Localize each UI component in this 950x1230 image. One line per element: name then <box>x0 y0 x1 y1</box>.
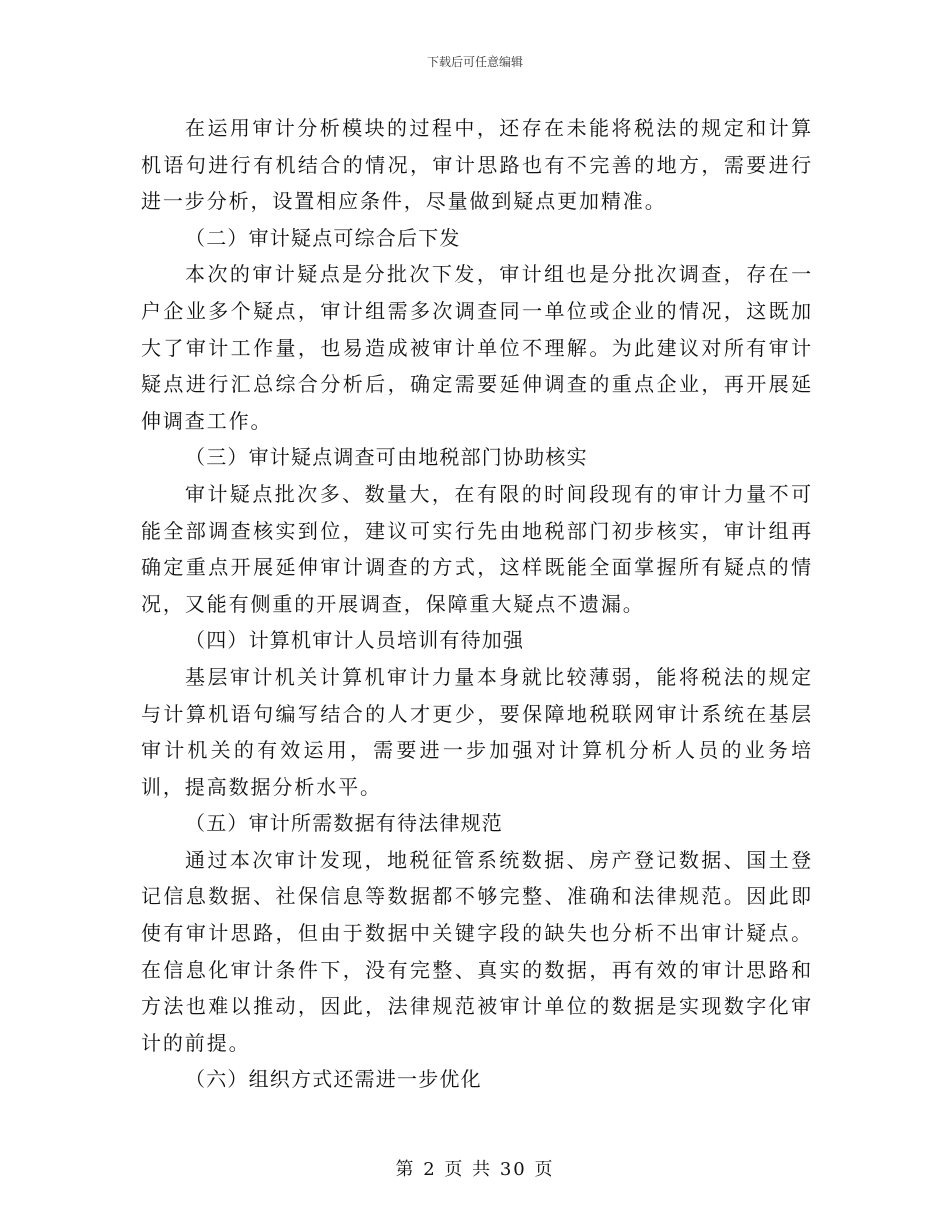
section-heading-4: （四）计算机审计人员培训有待加强 <box>185 628 525 653</box>
section-heading-2: （二）审计疑点可综合后下发 <box>185 225 461 250</box>
paragraph-3: 审计疑点批次多、数量大，在有限的时间段现有的审计力量不可能全部调查核实到位，建议可实行先由地税部门初步核实，审计组再确定重点开展延伸审计调查的方式，这样既能全面掌握所有疑点的情况，又能有侧重的开展调查，保障重大疑点不遗漏。 <box>141 481 813 616</box>
section-heading-3: （三）审计疑点调查可由地税部门协助核实 <box>185 445 588 470</box>
page-number: 第 2 页 共 30 页 <box>395 1159 555 1180</box>
paragraph-2: 本次的审计疑点是分批次下发，审计组也是分批次调查，存在一户企业多个疑点，审计组需多次调查同一单位或企业的情况，这既加大了审计工作量，也易造成被审计单位不理解。为此建议对所有审计疑点进行汇总综合分析后，确定需要延伸调查的重点企业，再开展延伸调查工作。 <box>141 262 813 433</box>
paragraph-1: 在运用审计分析模块的过程中，还存在未能将税法的规定和计算机语句进行有机结合的情况，审计思路也有不完善的地方，需要进行进一步分析，设置相应条件，尽量做到疑点更加精准。 <box>141 116 813 214</box>
section-heading-6: （六）组织方式还需进一步优化 <box>185 1067 482 1092</box>
paragraph-4: 基层审计机关计算机审计力量本身就比较薄弱，能将税法的规定与计算机语句编写结合的人才更少，要保障地税联网审计系统在基层审计机关的有效运用，需要进一步加强对计算机分析人员的业务培训，提高数据分析水平。 <box>141 664 813 799</box>
document-body <box>141 110 813 1098</box>
section-heading-5: （五）审计所需数据有待法律规范 <box>185 811 503 836</box>
paragraph-5: 通过本次审计发现，地税征管系统数据、房产登记数据、国土登记信息数据、社保信息等数据都不够完整、准确和法律规范。因此即使有审计思路，但由于数据中关键字段的缺失也分析不出审计疑点。在信息化审计条件下，没有完整、真实的数据，再有效的审计思路和方法也难以推动，因此，法律规范被审计单位的数据是实现数字化审计的前提。 <box>141 847 813 1055</box>
page-header: 下载后可任意编辑 <box>426 55 523 69</box>
